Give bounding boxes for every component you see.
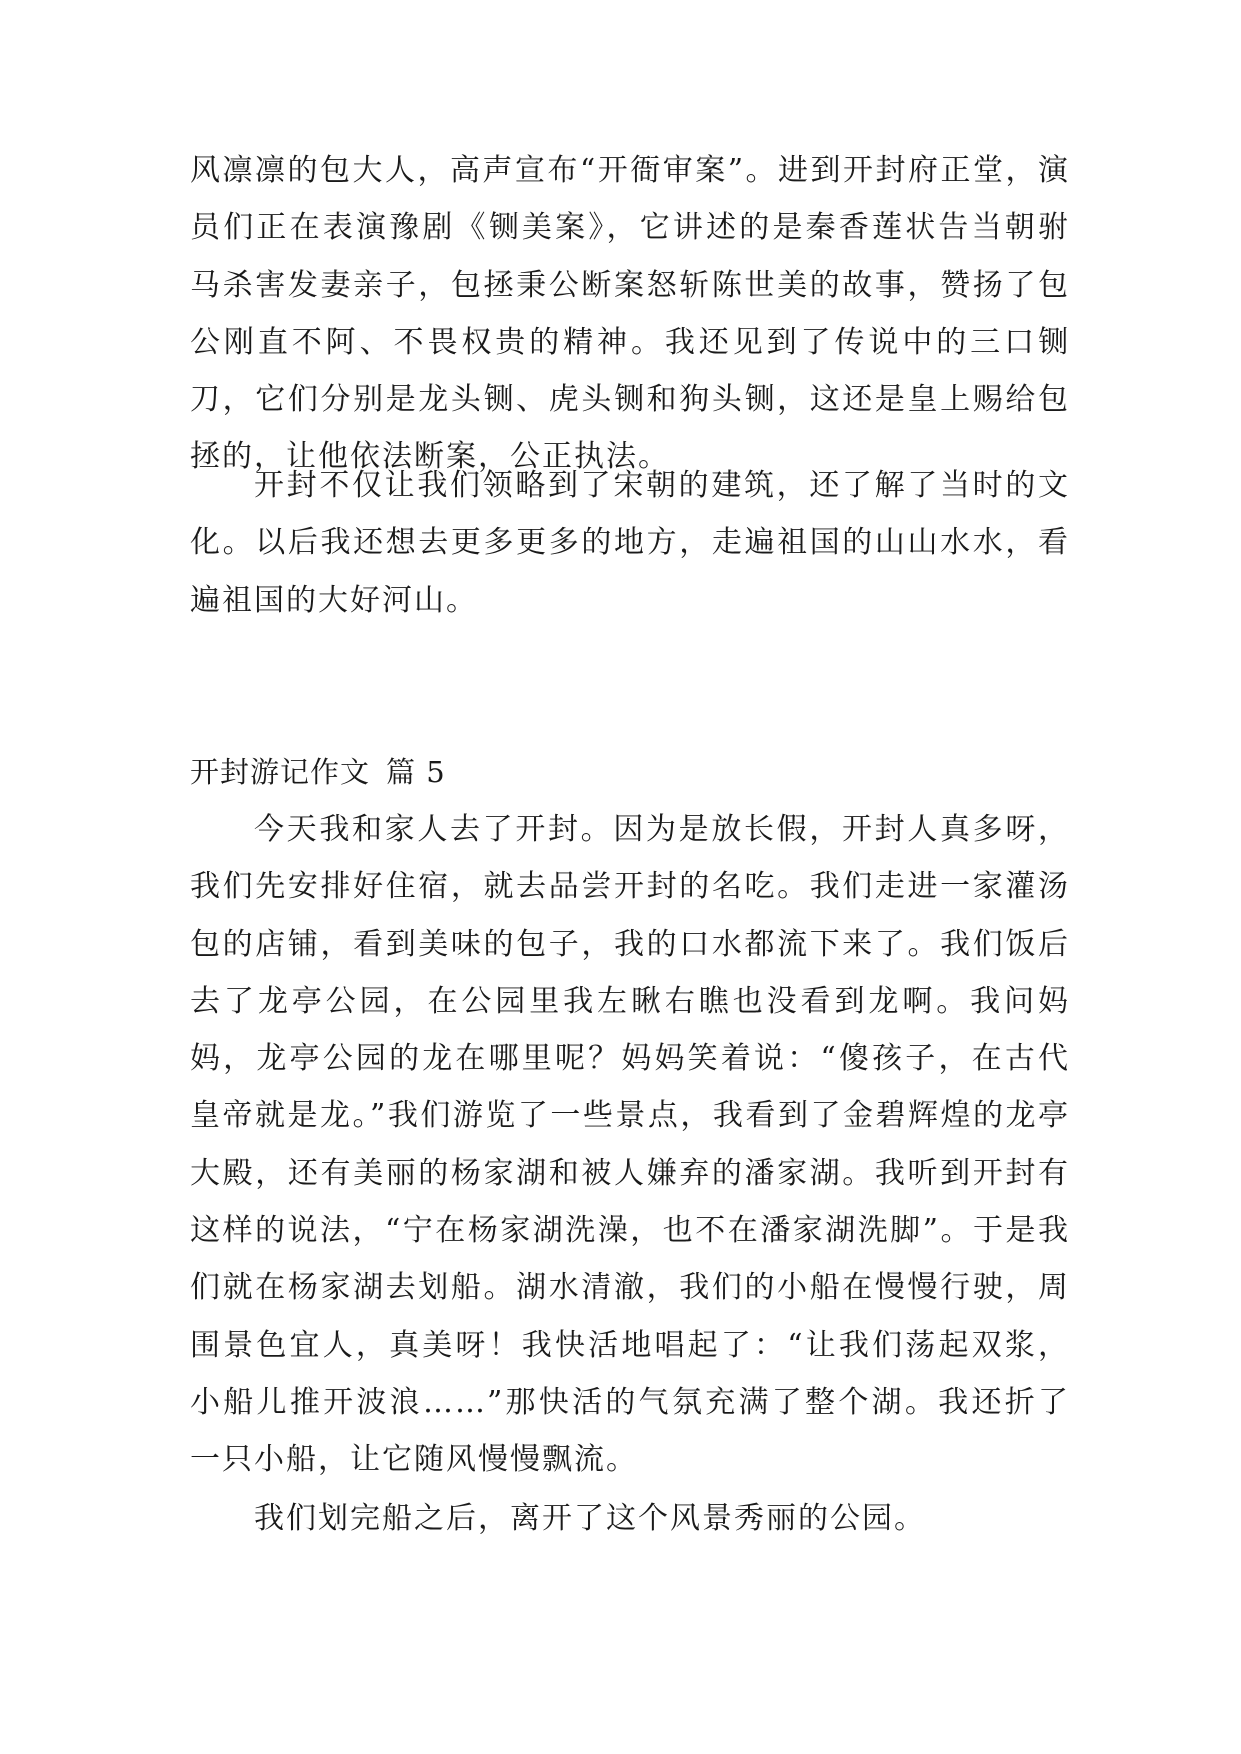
essay-paragraph-1: 今天我和家人去了开封。因为是放长假，开封人真多呀，我们先安排好住宿，就去品尝开封的名吃。我们走进一家灌汤包的店铺，看到美味的包子，我的口水都流下来了。我们饭后去了龙亭公园，在公园里我左瞅右瞧也没看到龙啊。我问妈妈，龙亭公园的龙在哪里呢？妈妈笑着说：“傻孩子，在古代皇帝就是龙。”我们游览了一些景点，我看到了金碧辉煌的龙亭大殿，还有美丽的杨家湖和被人嫌弃的潘家湖。我听到开封有这样的说法，“宁在杨家湖洗澡，也不在潘家湖洗脚”。于是我们就在杨家湖去划船。湖水清澈，我们的小船在慢慢行驶，周围景色宜人，真美呀！我快活地唱起了：“让我们荡起双浆，小船儿推开波浪……”那快活的气氛充满了整个湖。我还折了一只小船，让它随风慢慢飘流。 bbox=[190, 812, 1070, 1478]
section-number: 篇 5 bbox=[386, 755, 446, 789]
essay-paragraph-2: 我们划完船之后，离开了这个风景秀丽的公园。 bbox=[254, 1501, 926, 1536]
continued-paragraph: 风凛凛的包大人，高声宣布“开衙审案”。进到开封府正堂，演员们正在表演豫剧《铡美案》，它讲述的是秦香莲状告当朝驸马杀害发妻亲子，包拯秉公断案怒斩陈世美的故事，赞扬了包公刚直不阿、不畏权贵的精神。我还见到了传说中的三口铡刀，它们分别是龙头铡、虎头铡和狗头铡，这还是皇上赐给包拯的，让他依法断案，公正执法。 bbox=[190, 153, 1070, 475]
section-heading bbox=[190, 744, 446, 801]
section-title: 开封游记作文 bbox=[190, 755, 371, 789]
closing-paragraph: 开封不仅让我们领略到了宋朝的建筑，还了解了当时的文化。以后我还想去更多更多的地方，走遍祖国的山山水水，看遍祖国的大好河山。 bbox=[190, 468, 1070, 618]
